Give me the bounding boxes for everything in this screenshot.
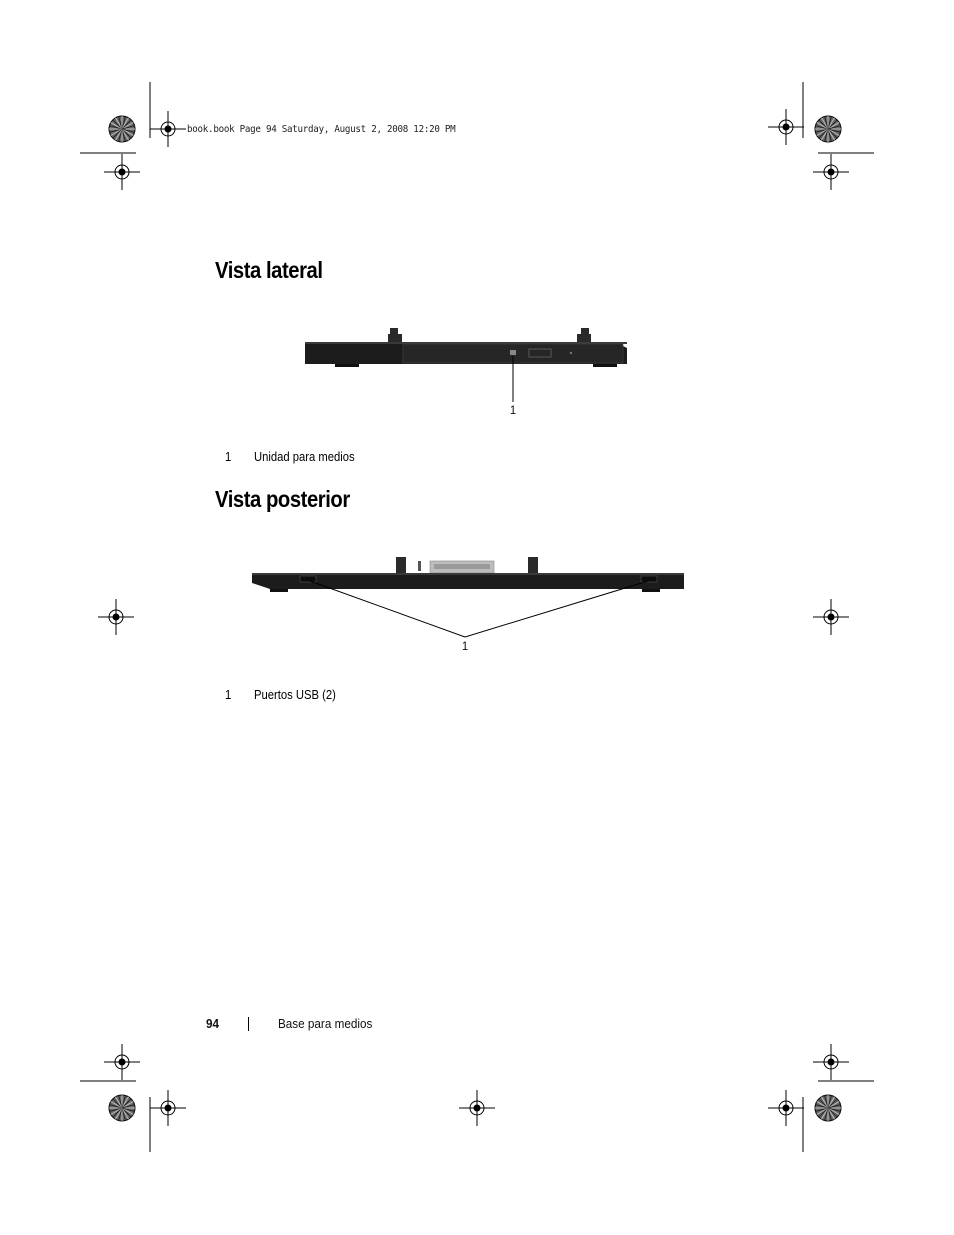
registration-crosshair-top-right — [768, 109, 804, 145]
registration-starburst-bottom-left — [109, 1095, 135, 1121]
footer-separator — [248, 1017, 249, 1031]
section-title-side-view: Vista lateral — [215, 257, 323, 283]
side-callout-number: 1 — [510, 403, 517, 417]
media-base-rear-body — [252, 557, 684, 592]
registration-crosshair-right-upper — [813, 154, 849, 190]
rear-callout-line-right — [465, 581, 648, 637]
registration-starburst-top-left — [109, 116, 135, 142]
running-header: book.book Page 94 Saturday, August 2, 2008 12:20 PM — [187, 124, 456, 135]
registration-crosshair-bottom-right — [768, 1090, 804, 1126]
registration-crosshair-bottom-center — [459, 1090, 495, 1126]
footer-title: Base para medios — [278, 1016, 373, 1031]
rear-legend-label: Puertos USB (2) — [254, 688, 336, 702]
registration-crosshair-left-middle — [98, 599, 134, 635]
registration-crosshair-top-left — [150, 111, 186, 147]
section-title-rear-view: Vista posterior — [215, 486, 350, 512]
side-view-illustration — [305, 328, 635, 408]
registration-starburst-bottom-right — [815, 1095, 841, 1121]
media-base-side-body — [305, 328, 627, 367]
registration-crosshair-right-lower — [813, 1044, 849, 1080]
page-number: 94 — [206, 1016, 220, 1031]
registration-crosshair-right-middle — [813, 599, 849, 635]
rear-callout-line-left — [310, 581, 465, 637]
rear-callout-number: 1 — [462, 639, 469, 653]
side-legend-label: Unidad para medios — [254, 450, 355, 464]
registration-crosshair-left-upper — [104, 154, 140, 190]
registration-crosshair-bottom-left — [150, 1090, 186, 1126]
registration-crosshair-left-lower — [104, 1044, 140, 1080]
side-legend-number: 1 — [225, 450, 232, 464]
rear-legend-number: 1 — [225, 688, 232, 702]
registration-starburst-top-right — [815, 116, 841, 142]
